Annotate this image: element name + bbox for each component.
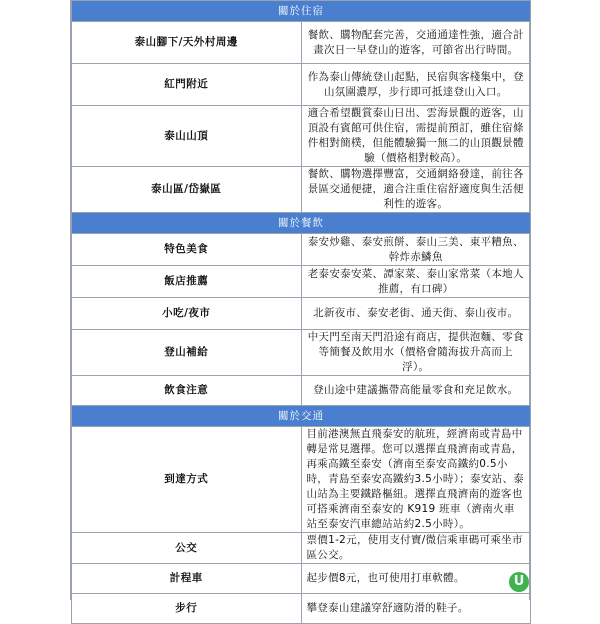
table-row — [72, 22, 531, 64]
row-key: 紅門附近 — [72, 64, 302, 106]
table-row — [72, 330, 531, 376]
section-header-food — [72, 213, 531, 234]
table-row — [72, 564, 531, 594]
table-row — [72, 106, 531, 167]
row-value: 起步價8元，也可使用打車軟體。 — [301, 564, 531, 594]
row-value: 中天門至南天門沿途有商店，提供泡麵、零食等簡餐及飲用水（價格會隨海拔升高而上浮）。 — [301, 330, 531, 376]
row-value: 北新夜市、泰安老街、通天街、泰山夜市。 — [301, 298, 531, 330]
table-row — [72, 234, 531, 266]
section-title: 關於交通 — [72, 406, 531, 427]
table-row — [72, 266, 531, 298]
row-value: 票價1-2元，使用支付寶/微信乘車碼可乘坐市區公交。 — [301, 533, 531, 564]
table-row — [72, 64, 531, 106]
row-key: 飯店推薦 — [72, 266, 302, 298]
row-value: 適合希望觀賞泰山日出、雲海景觀的遊客，山頂設有賓館可供住宿，需提前預訂，雖住宿條件相對簡樸，但能體驗獨一無二的山頂觀景體驗（價格相對較高）。 — [301, 106, 531, 167]
section-title: 關於餐飲 — [72, 213, 531, 234]
section-title: 關於住宿 — [72, 1, 531, 22]
row-value: 餐飲、購物配套完善，交通通達性強，適合計畫次日一早登山的遊客，可節省出行時間。 — [301, 22, 531, 64]
row-value: 老泰安泰安菜、譚家菜、泰山家常菜（本地人推薦，有口碑） — [301, 266, 531, 298]
info-sheet — [70, 0, 530, 614]
row-value: 目前港澳無直飛泰安的航班，經濟南或青島中轉是常見選擇。您可以選擇直飛濟南或青島，再乘高鐵至泰安（濟南至泰安高鐵約0.5小時，青島至泰安高鐵約3.5小時）；泰安站、泰山站為主要鐵路樞紐。選擇直飛濟南的遊客也可搭乘濟南至泰安的 K919 班車（濟南火車站至泰安汽車總站站約2.5小時）。 — [301, 427, 531, 533]
row-key: 步行 — [72, 594, 302, 624]
row-key: 登山補給 — [72, 330, 302, 376]
row-value: 餐飲、購物選擇豐富，交通網絡發達，前往各景區交通便捷，適合注重住宿舒適度與生活便利性的遊客。 — [301, 167, 531, 213]
row-key: 飲食注意 — [72, 376, 302, 406]
row-key: 到達方式 — [72, 427, 302, 533]
row-key: 計程車 — [72, 564, 302, 594]
row-value: 攀登泰山建議穿舒適防滑的鞋子。 — [301, 594, 531, 624]
watermark-logo: U — [509, 572, 529, 592]
table-row — [72, 594, 531, 624]
row-key: 特色美食 — [72, 234, 302, 266]
table-row — [72, 533, 531, 564]
row-key: 泰山腳下/天外村周邊 — [72, 22, 302, 64]
table-row — [72, 167, 531, 213]
row-key: 泰山區/岱嶽區 — [72, 167, 302, 213]
table-row — [72, 298, 531, 330]
row-key: 小吃/夜市 — [72, 298, 302, 330]
row-key: 公交 — [72, 533, 302, 564]
section-header-transport — [72, 406, 531, 427]
section-header-accommodation — [72, 1, 531, 22]
travel-info-table — [71, 0, 531, 624]
row-key: 泰山山頂 — [72, 106, 302, 167]
row-value: 作為泰山傳統登山起點，民宿與客棧集中，登山氛圍濃厚，步行即可抵達登山入口。 — [301, 64, 531, 106]
row-value: 泰安炒雞、泰安煎餅、泰山三美、東平糟魚、幹炸赤鱗魚 — [301, 234, 531, 266]
table-row — [72, 427, 531, 533]
table-row — [72, 376, 531, 406]
row-value: 登山途中建議攜帶高能量零食和充足飲水。 — [301, 376, 531, 406]
